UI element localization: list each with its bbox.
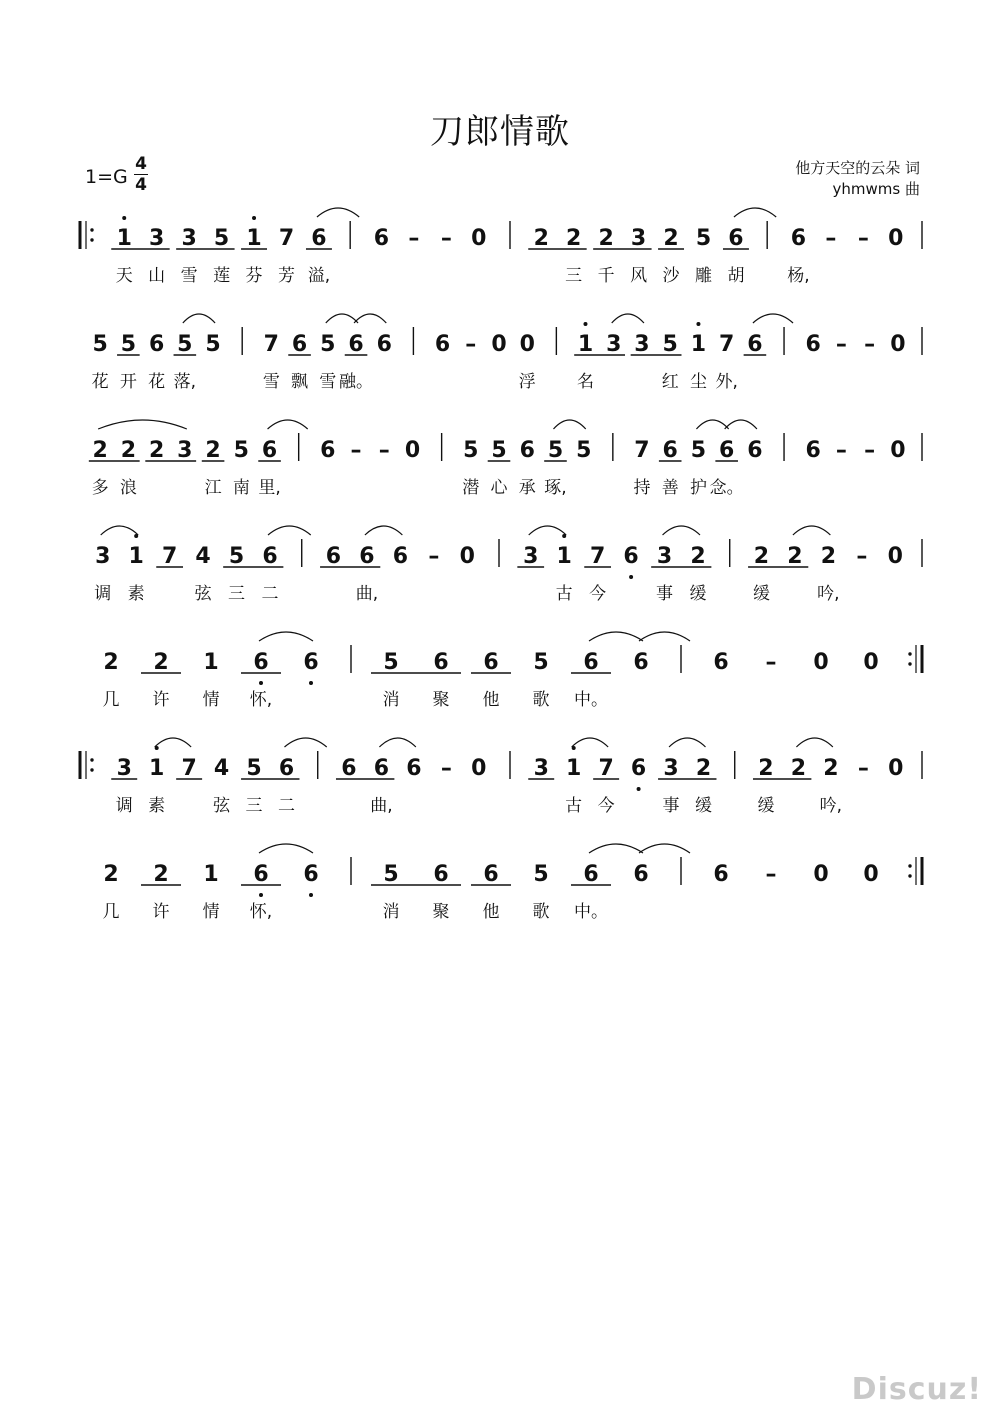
- note-0: 0: [813, 650, 829, 675]
- note-5: 5: [233, 438, 249, 463]
- note-2: 2: [103, 650, 119, 675]
- note-dash: –: [857, 756, 869, 781]
- lyric-char: 歌: [532, 902, 550, 922]
- note-6: 6: [623, 544, 639, 569]
- lyric-char: 琢,: [544, 478, 567, 498]
- note-6: 6: [434, 332, 451, 357]
- note-6: 6: [348, 332, 364, 357]
- lyric-char: 护: [689, 478, 707, 498]
- note-6: 6: [376, 332, 392, 357]
- repeat-dot: [908, 874, 911, 877]
- lyric-char: 缓: [752, 584, 770, 604]
- note-6: 6: [662, 438, 678, 463]
- note-7: 7: [278, 226, 295, 251]
- lyric-char: 怀,: [249, 902, 273, 922]
- note-6: 6: [278, 756, 295, 781]
- note-5: 5: [228, 544, 245, 569]
- high-octave-dot: [696, 322, 700, 326]
- note-1: 1: [577, 332, 594, 357]
- slur-arc: [734, 208, 776, 217]
- note-2: 2: [823, 756, 839, 781]
- lyric-char: 古: [565, 796, 583, 816]
- lyric-char: 消: [382, 690, 400, 710]
- lyric-char: 曲,: [370, 796, 393, 816]
- lyric-char: 浮: [518, 372, 536, 392]
- high-octave-dot: [252, 216, 256, 220]
- lyric-char: 怀,: [249, 690, 273, 710]
- slur-arc: [529, 526, 566, 535]
- slur-arc: [259, 632, 313, 641]
- lyric-char: 中。: [574, 690, 608, 710]
- lyric-char: 聚: [432, 902, 450, 922]
- lyric-char: 莲: [213, 266, 231, 286]
- lyric-char: 持: [633, 478, 651, 498]
- note-5: 5: [491, 438, 507, 463]
- lyric-char: 歌: [532, 690, 550, 710]
- note-0: 0: [863, 862, 879, 887]
- lyric-char: 融。: [339, 372, 374, 392]
- note-1: 1: [149, 756, 165, 781]
- watermark-logo: Discuz!: [851, 1372, 982, 1407]
- note-dash: –: [765, 862, 777, 887]
- note-dash: –: [864, 332, 876, 357]
- lyric-char: 三: [245, 796, 263, 816]
- lyric-char: 芳: [278, 266, 295, 286]
- slur-arc: [379, 738, 415, 747]
- high-octave-dot: [583, 322, 587, 326]
- lyric-char: 南: [232, 478, 250, 498]
- note-dash: –: [765, 650, 777, 675]
- note-6: 6: [303, 650, 319, 675]
- note-5: 5: [177, 332, 193, 357]
- slur-arc: [572, 738, 608, 747]
- note-0: 0: [863, 650, 879, 675]
- note-6: 6: [790, 226, 807, 251]
- lyric-char: 承: [518, 478, 536, 498]
- note-6: 6: [583, 650, 599, 675]
- lyric-char: 飘: [291, 372, 309, 392]
- note-4: 4: [195, 544, 211, 569]
- lyric-char: 浪: [119, 478, 137, 498]
- lyric-char: 名: [576, 372, 594, 392]
- lyric-char: 他: [482, 902, 500, 922]
- note-2: 2: [148, 438, 165, 463]
- lyric-char: 红: [661, 372, 679, 392]
- lyric-char: 里,: [258, 478, 281, 498]
- lyric-char: 今: [597, 796, 615, 816]
- note-6: 6: [633, 650, 649, 675]
- note-2: 2: [153, 862, 169, 887]
- repeat-dot: [908, 652, 911, 655]
- time-signature-top: 4: [135, 154, 147, 174]
- slur-arc: [663, 526, 700, 535]
- note-5: 5: [576, 438, 592, 463]
- note-7: 7: [161, 544, 178, 569]
- note-6: 6: [713, 650, 729, 675]
- lyric-char: 弦: [194, 584, 212, 604]
- note-6: 6: [433, 650, 449, 675]
- lyric-char: 中。: [574, 902, 608, 922]
- note-5: 5: [533, 862, 549, 887]
- note-2: 2: [690, 544, 706, 569]
- lyric-char: 情: [202, 902, 220, 922]
- note-5: 5: [463, 438, 479, 463]
- note-dash: –: [440, 226, 452, 251]
- lyric-char: 吟,: [817, 584, 840, 604]
- note-1: 1: [690, 332, 707, 357]
- note-6: 6: [433, 862, 449, 887]
- note-6: 6: [373, 756, 390, 781]
- note-0: 0: [404, 438, 421, 463]
- note-dash: –: [835, 438, 847, 463]
- note-0: 0: [471, 756, 487, 781]
- slur-arc: [101, 526, 138, 535]
- lyric-char: 雕: [695, 266, 712, 286]
- note-3: 3: [95, 544, 111, 569]
- note-3: 3: [116, 756, 132, 781]
- slur-arc: [796, 738, 832, 747]
- slur-arc: [589, 844, 643, 853]
- note-6: 6: [519, 438, 535, 463]
- note-dash: –: [857, 226, 869, 251]
- note-dash: –: [835, 332, 847, 357]
- lyric-char: 江: [204, 478, 222, 498]
- note-5: 5: [662, 332, 678, 357]
- note-dash: –: [856, 544, 868, 569]
- note-2: 2: [205, 438, 221, 463]
- note-0: 0: [888, 226, 904, 251]
- note-6: 6: [713, 862, 729, 887]
- note-2: 2: [92, 438, 108, 463]
- note-6: 6: [483, 862, 499, 887]
- lyric-char: 消: [382, 902, 400, 922]
- note-dash: –: [825, 226, 837, 251]
- note-0: 0: [471, 226, 487, 251]
- note-0: 0: [491, 332, 507, 357]
- slur-arc: [365, 526, 402, 535]
- note-6: 6: [719, 438, 735, 463]
- lyric-char: 芬: [245, 266, 263, 286]
- low-octave-dot: [309, 681, 313, 685]
- note-6: 6: [583, 862, 599, 887]
- lyric-char: 外,: [715, 372, 738, 392]
- note-6: 6: [359, 544, 375, 569]
- lyric-char: 潜: [462, 478, 480, 498]
- note-6: 6: [392, 544, 409, 569]
- note-6: 6: [373, 226, 390, 251]
- slur-arc: [696, 420, 728, 429]
- lyric-char: 溢,: [307, 266, 331, 286]
- note-2: 2: [566, 226, 582, 251]
- note-0: 0: [887, 544, 903, 569]
- note-6: 6: [325, 544, 342, 569]
- note-6: 6: [805, 332, 821, 357]
- note-6: 6: [341, 756, 357, 781]
- note-3: 3: [177, 438, 193, 463]
- lyricist-credit: 他方天空的云朵 词: [795, 159, 920, 177]
- note-7: 7: [263, 332, 279, 357]
- note-3: 3: [663, 756, 679, 781]
- composer-credit: yhmwms 曲: [832, 180, 920, 198]
- lyric-char: 弦: [213, 796, 231, 816]
- lyric-char: 雪: [262, 372, 280, 392]
- note-dash: –: [350, 438, 362, 463]
- lyric-char: 善: [661, 478, 679, 498]
- slur-arc: [317, 208, 359, 217]
- note-4: 4: [213, 756, 230, 781]
- lyric-char: 山: [148, 266, 166, 286]
- lyric-char: 缓: [757, 796, 775, 816]
- repeat-dot: [90, 758, 93, 761]
- note-1: 1: [128, 544, 144, 569]
- lyric-char: 二: [278, 796, 295, 816]
- lyric-char: 聚: [432, 690, 450, 710]
- lyric-char: 雪: [319, 372, 337, 392]
- note-5: 5: [383, 650, 399, 675]
- slur-arc: [725, 420, 757, 429]
- lyric-char: 事: [656, 584, 674, 604]
- note-1: 1: [203, 650, 219, 675]
- lyric-char: 素: [127, 584, 145, 604]
- note-5: 5: [690, 438, 707, 463]
- slur-arc: [268, 420, 308, 429]
- note-5: 5: [695, 226, 712, 251]
- lyric-char: 吟,: [819, 796, 843, 816]
- note-dash: –: [428, 544, 440, 569]
- repeat-dot: [90, 228, 93, 231]
- note-0: 0: [519, 332, 535, 357]
- low-octave-dot: [629, 575, 633, 579]
- slur-arc: [268, 526, 311, 535]
- lyric-char: 开: [119, 372, 137, 392]
- low-octave-dot: [259, 893, 263, 897]
- slur-arc: [285, 738, 327, 747]
- note-5: 5: [320, 332, 336, 357]
- note-2: 2: [820, 544, 837, 569]
- repeat-dot: [90, 238, 93, 241]
- note-dash: –: [465, 332, 477, 357]
- note-6: 6: [262, 544, 278, 569]
- repeat-dot: [908, 662, 911, 665]
- lyric-char: 三: [228, 584, 246, 604]
- note-5: 5: [213, 226, 230, 251]
- lyric-char: 古: [555, 584, 573, 604]
- lyric-char: 花: [91, 372, 109, 392]
- note-6: 6: [483, 650, 499, 675]
- note-dash: –: [378, 438, 390, 463]
- lyric-char: 几: [102, 690, 120, 710]
- note-2: 2: [533, 226, 549, 251]
- note-5: 5: [205, 332, 221, 357]
- song-title: 刀郎情歌: [430, 112, 570, 152]
- note-6: 6: [311, 226, 327, 251]
- lyric-char: 念。: [709, 478, 744, 498]
- repeat-dot: [908, 864, 911, 867]
- note-dash: –: [408, 226, 420, 251]
- slur-arc: [183, 314, 215, 323]
- lyric-char: 今: [589, 584, 607, 604]
- lyric-char: 落,: [173, 372, 197, 392]
- note-2: 2: [663, 226, 679, 251]
- note-2: 2: [598, 226, 614, 251]
- lyric-char: 多: [91, 478, 109, 498]
- note-6: 6: [291, 332, 308, 357]
- slur-arc: [326, 314, 358, 323]
- low-octave-dot: [637, 787, 641, 791]
- note-2: 2: [753, 544, 770, 569]
- note-2: 2: [787, 544, 803, 569]
- note-0: 0: [813, 862, 829, 887]
- note-1: 1: [116, 226, 132, 251]
- note-5: 5: [92, 332, 108, 357]
- lyric-char: 缓: [689, 584, 707, 604]
- lyric-char: 调: [94, 584, 112, 604]
- note-2: 2: [790, 756, 807, 781]
- time-signature-bottom: 4: [135, 175, 147, 195]
- note-6: 6: [148, 332, 165, 357]
- note-2: 2: [103, 862, 119, 887]
- note-6: 6: [728, 226, 744, 251]
- note-3: 3: [630, 226, 647, 251]
- note-7: 7: [719, 332, 735, 357]
- note-6: 6: [253, 650, 269, 675]
- note-1: 1: [203, 862, 219, 887]
- note-6: 6: [747, 332, 763, 357]
- note-7: 7: [181, 756, 197, 781]
- note-3: 3: [181, 226, 197, 251]
- note-3: 3: [523, 544, 539, 569]
- note-5: 5: [383, 862, 399, 887]
- lyric-char: 二: [261, 584, 279, 604]
- lyric-char: 三: [565, 266, 583, 286]
- note-2: 2: [153, 650, 169, 675]
- lyric-char: 沙: [662, 266, 680, 286]
- lyric-char: 许: [152, 902, 170, 922]
- note-0: 0: [890, 438, 906, 463]
- note-2: 2: [695, 756, 712, 781]
- slur-arc: [155, 738, 191, 747]
- note-6: 6: [303, 862, 319, 887]
- lyric-char: 天: [115, 266, 133, 286]
- slur-arc: [639, 632, 690, 641]
- low-octave-dot: [309, 893, 313, 897]
- lyric-char: 素: [148, 796, 166, 816]
- note-5: 5: [547, 438, 564, 463]
- slur-arc: [669, 738, 705, 747]
- note-3: 3: [533, 756, 549, 781]
- note-6: 6: [253, 862, 269, 887]
- key-signature: 1=G: [85, 166, 128, 188]
- note-0: 0: [459, 544, 475, 569]
- lyric-char: 曲,: [355, 584, 379, 604]
- lyric-char: 雪: [180, 266, 198, 286]
- slur-arc: [793, 526, 830, 535]
- lyric-char: 许: [152, 690, 170, 710]
- lyric-char: 他: [482, 690, 500, 710]
- note-7: 7: [634, 438, 650, 463]
- note-6: 6: [633, 862, 649, 887]
- note-3: 3: [656, 544, 673, 569]
- lyric-char: 尘: [689, 372, 707, 392]
- note-2: 2: [120, 438, 137, 463]
- slur-arc: [639, 844, 690, 853]
- note-5: 5: [533, 650, 549, 675]
- lyric-char: 胡: [727, 266, 745, 286]
- note-1: 1: [556, 544, 572, 569]
- lyric-char: 事: [662, 796, 680, 816]
- note-0: 0: [890, 332, 906, 357]
- slur-arc: [354, 314, 386, 323]
- note-6: 6: [406, 756, 422, 781]
- lyric-char: 心: [490, 478, 508, 498]
- note-5: 5: [120, 332, 137, 357]
- note-7: 7: [589, 544, 606, 569]
- note-dash: –: [440, 756, 452, 781]
- note-2: 2: [758, 756, 774, 781]
- note-5: 5: [246, 756, 262, 781]
- slur-arc: [753, 314, 793, 323]
- slur-arc: [612, 314, 644, 323]
- note-3: 3: [634, 332, 650, 357]
- slur-arc: [589, 632, 643, 641]
- low-octave-dot: [259, 681, 263, 685]
- lyric-char: 千: [597, 266, 615, 286]
- note-1: 1: [246, 226, 262, 251]
- note-6: 6: [747, 438, 763, 463]
- repeat-dot: [90, 768, 93, 771]
- lyric-char: 情: [202, 690, 220, 710]
- lyric-char: 风: [630, 266, 648, 286]
- note-6: 6: [630, 756, 647, 781]
- slur-arc: [259, 844, 313, 853]
- slur-arc: [553, 420, 585, 429]
- lyric-char: 杨,: [787, 266, 810, 286]
- note-3: 3: [606, 332, 622, 357]
- slur-arc: [98, 420, 187, 429]
- note-1: 1: [566, 756, 582, 781]
- note-6: 6: [320, 438, 336, 463]
- lyric-char: 花: [148, 372, 166, 392]
- note-7: 7: [598, 756, 614, 781]
- note-dash: –: [864, 438, 876, 463]
- note-6: 6: [261, 438, 278, 463]
- lyric-char: 几: [102, 902, 120, 922]
- high-octave-dot: [122, 216, 126, 220]
- lyric-char: 缓: [695, 796, 712, 816]
- note-0: 0: [888, 756, 904, 781]
- note-3: 3: [149, 226, 165, 251]
- lyric-char: 调: [115, 796, 133, 816]
- note-6: 6: [805, 438, 821, 463]
